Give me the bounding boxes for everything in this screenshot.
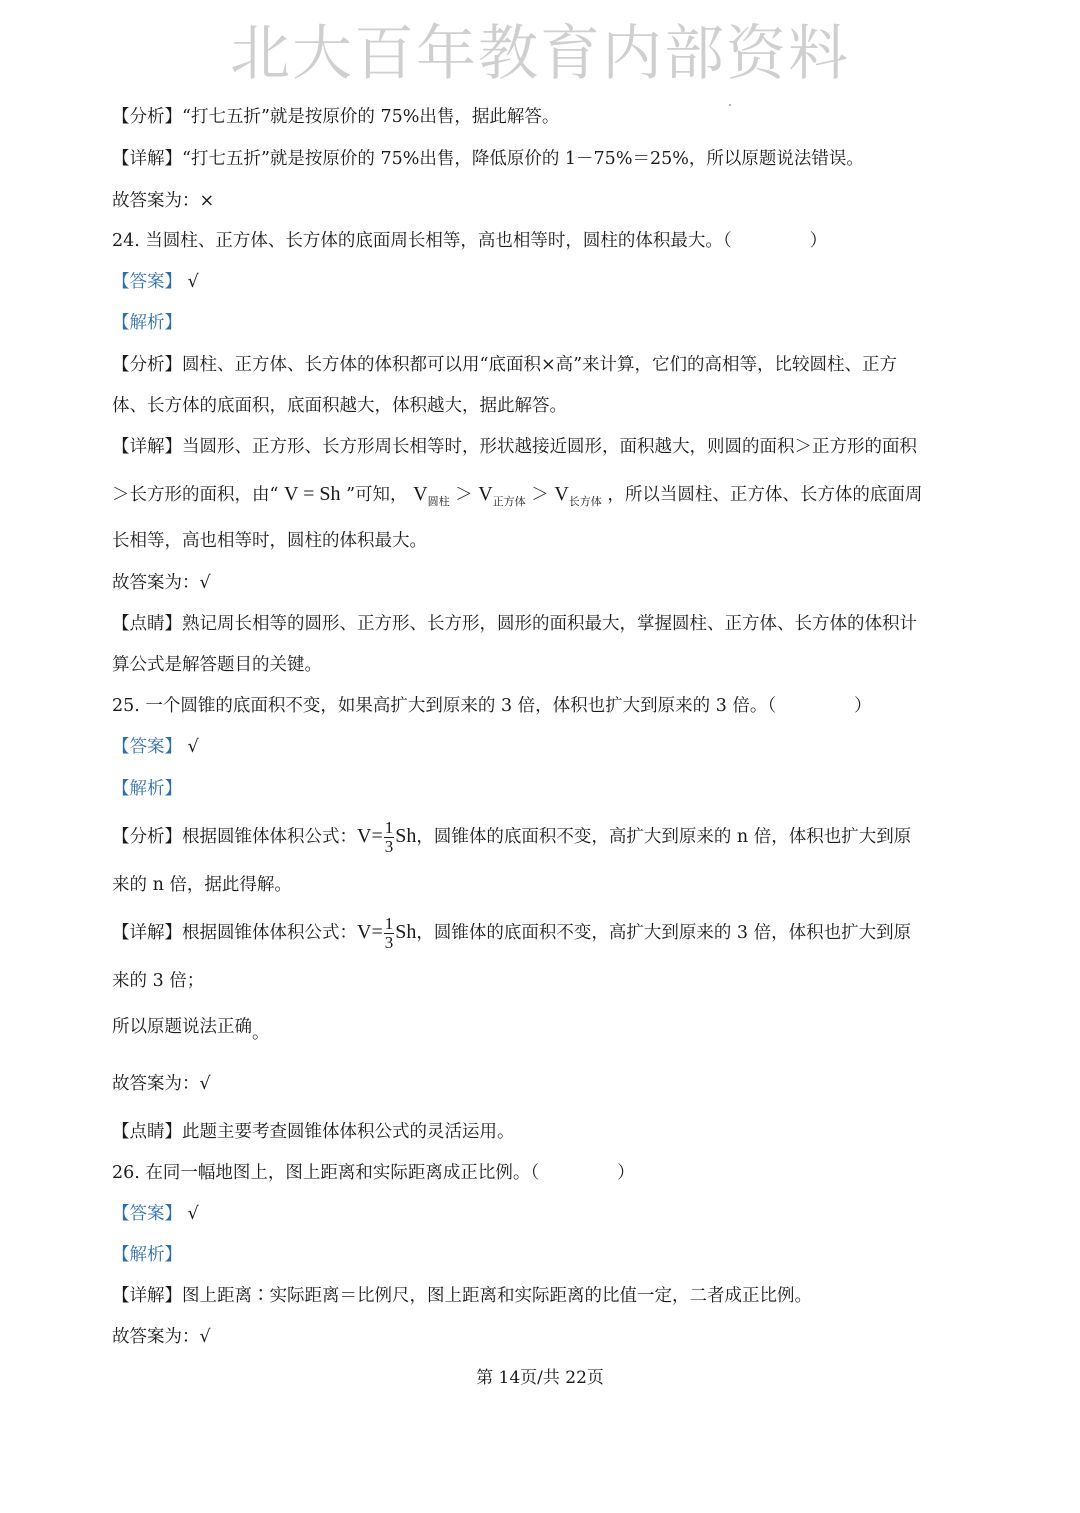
q25-analysis-2: 来的 n 倍，据此得解。 [112,875,292,895]
q23-detail: 【详解】“打七五折”就是按原价的 75%出售，降低原价的 1－75%＝25%，所以原题说法错误。 [112,149,864,169]
cone-formula-v-2: V= [357,921,383,943]
one-third-fraction: $\frac{1}{3}$ [384,818,394,856]
q24-detail-3: 长相等，高也相等时，圆柱的体积最大。 [112,531,427,551]
q26-stem-close: ） [617,1163,635,1183]
q25-detail-3-text: 所以原题说法正确 [112,1017,252,1037]
cone-formula-sh-2: Sh [395,921,417,943]
v-cuboid: $V_{长方体}$ [554,483,602,508]
q25-detail-b: ，圆锥体的底面积不变，高扩大到原来的 3 倍，体积也扩大到原 [416,923,912,943]
q24-stem-close: ） [809,231,828,251]
q26-stem [112,1161,635,1185]
speck [729,104,731,106]
q24-detail-2 [112,482,922,514]
volume-formula: V = Sh [284,483,341,505]
q24-answer-tag: 【答案】 [112,272,182,292]
q25-detail-2: 来的 3 倍； [112,971,205,991]
gt-1: ＞ [455,485,473,505]
q25-detail-a: 【详解】根据圆锥体体积公式： [112,923,357,943]
q25-analysis-1 [112,816,911,857]
q24-point-1: 【点睛】熟记周长相等的圆形、正方形、长方形，圆形的面积最大，掌握圆柱、正方体、长方体的体积计 [112,614,917,634]
q26-answer-tag: 【答案】 [112,1204,182,1224]
q24-answer [112,270,199,294]
q25-answer [112,735,199,759]
q24-analysis-1: 【分析】圆柱、正方体、长方体的体积都可以用“底面积×高”来计算，它们的高相等，比较圆柱、正方 [112,355,898,375]
q24-detail-2-b: ”可知， [346,485,408,505]
one-third-fraction-2: $\frac{1}{3}$ [384,914,394,952]
q25-stem [112,694,872,718]
q26-answer-value: √ [187,1204,199,1224]
page-footer: 第 14页/共 22页 [476,1368,604,1388]
q25-analysis-a: 【分析】根据圆锥体体积公式： [112,827,357,847]
v-cube: $V_{正方体}$ [478,483,526,508]
q24-stem [112,229,827,253]
q25-answer-tag: 【答案】 [112,737,182,757]
q25-answer-value: √ [187,737,199,757]
q25-detail-3 [112,1015,270,1043]
cone-formula-sh: Sh [395,825,417,847]
cone-formula-v: V= [357,825,383,847]
gt-2: ＞ [531,485,549,505]
watermark: 北大百年教育内部资料 [230,19,850,89]
q23-analysis: 【分析】“打七五折”就是按原价的 75%出售，据此解答。 [112,107,560,127]
q24-stem-text: 24. 当圆柱、正方体、长方体的底面周长相等，高也相等时，圆柱的体积最大。（ [112,231,732,251]
q24-detail-1: 【详解】当圆形、正方形、长方形周长相等时，形状越接近圆形，面积越大，则圆的面积＞正方形的面积 [112,437,917,457]
q25-stem-text: 25. 一个圆锥的底面积不变，如果高扩大到原来的 3 倍，体积也扩大到原来的 3 倍。（ [112,696,777,716]
q24-point-2: 算公式是解答题目的关键。 [112,655,322,675]
q25-detail-3-end: 。 [252,1023,270,1043]
q26-final: 故答案为：√ [112,1327,211,1347]
q25-analysis-b: ，圆锥体的底面积不变，高扩大到原来的 n 倍，体积也扩大到原 [416,827,912,847]
q24-final: 故答案为：√ [112,573,211,593]
q25-final: 故答案为：√ [112,1074,211,1094]
q24-detail-2-a: ＞长方形的面积，由“ [112,485,279,505]
q24-answer-value: √ [187,272,199,292]
q25-point: 【点睛】此题主要考查圆锥体体积公式的灵活运用。 [112,1122,515,1142]
q26-stem-text: 26. 在同一幅地图上，图上距离和实际距离成正比例。（ [112,1163,540,1183]
q24-explain-tag: 【解析】 [112,313,182,333]
q26-detail: 【详解】图上距离∶实际距离＝比例尺，图上距离和实际距离的比值一定，二者成正比例。 [112,1286,812,1306]
q26-explain-tag: 【解析】 [112,1245,182,1265]
v-cylinder: $V_{圆柱}$ [413,483,450,508]
q24-analysis-2: 体、长方体的底面积，底面积越大，体积越大，据此解答。 [112,396,567,416]
q25-detail-1 [112,912,911,953]
q25-explain-tag: 【解析】 [112,779,182,799]
q24-detail-2-c: ，所以当圆柱、正方体、长方体的底面周 [607,485,923,505]
q26-answer [112,1202,199,1226]
q23-final: 故答案为：× [112,191,215,211]
q25-stem-close: ） [854,696,872,716]
